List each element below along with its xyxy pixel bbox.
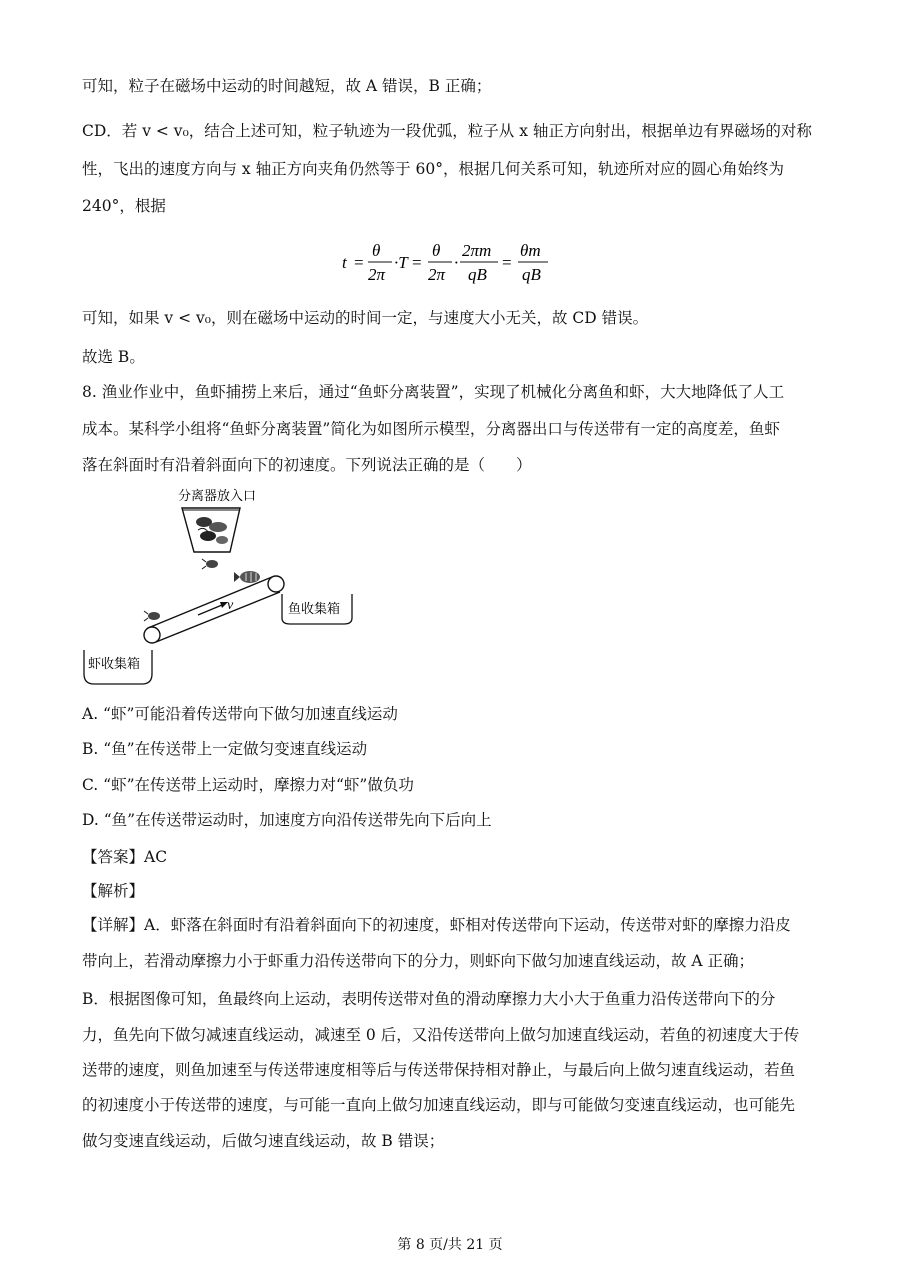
option-b: B. “鱼”在传送带上一定做匀变速直线运动: [82, 740, 368, 758]
explanation-line: 做匀变速直线运动，后做匀速直线运动，故 B 错误；: [82, 1132, 445, 1150]
explanation-line: 力，鱼先向下做匀减速直线运动，减速至 0 后，又沿传送带向上做匀加速直线运动，若鱼的初速度大于传: [82, 1026, 800, 1044]
formula-theta-num: θ: [372, 241, 381, 260]
formula-eq: =: [412, 253, 422, 272]
fish-bin-label: 鱼收集箱: [288, 602, 341, 617]
text-line: CD．若 v < v₀，结合上述可知，粒子轨迹为一段优弧，粒子从 x 轴正方向射出，根据单边有界磁场的对称: [82, 122, 812, 140]
analysis-heading: 【解析】: [82, 882, 145, 900]
text-line: 可知，如果 v < v₀，则在磁场中运动的时间一定，与速度大小无关，故 CD 错误。: [82, 309, 649, 327]
question-line: 8. 渔业作业中，鱼虾捕捞上来后，通过“鱼虾分离装置”，实现了机械化分离鱼和虾，大大地降低了人工: [82, 383, 785, 401]
formula-theta-num: θ: [432, 241, 441, 260]
bottom-roller: [144, 627, 160, 643]
formula-eq: =: [502, 253, 512, 272]
falling-shrimp-icon: [202, 559, 218, 569]
formula-2pi-den: 2π: [428, 265, 446, 284]
inlet-label: 分离器放入口: [178, 489, 257, 504]
option-c: C. “虾”在传送带上运动时，摩擦力对“虾”做负功: [82, 776, 414, 794]
formula-dot: ·: [454, 253, 459, 272]
fish-shrimp-separator-figure: [80, 482, 380, 692]
shrimp-on-belt-icon: [144, 611, 160, 621]
conveyor-belt: [144, 576, 284, 643]
time-formula: [340, 238, 580, 286]
text-line: 性，飞出的速度方向与 x 轴正方向夹角仍然等于 60°，根据几何关系可知，轨迹所对应的圆心角始终为: [82, 160, 784, 178]
velocity-arrow: [198, 602, 228, 615]
explanation-line: 带向上，若滑动摩擦力小于虾重力沿传送带向下的分力，则虾向下做匀加速直线运动，故 A 正确；: [82, 952, 755, 970]
explanation-line: 送带的速度，则鱼加速至与传送带速度相等后与传送带保持相对静止，与最后向上做匀速直线运动，若鱼: [82, 1061, 796, 1079]
text-line: 故选 B。: [82, 348, 145, 366]
formula-2pim-num: 2πm: [462, 241, 492, 260]
text-line: 可知，粒子在磁场中运动的时间越短，故 A 错误，B 正确；: [82, 77, 492, 95]
question-line: 落在斜面时有沿着斜面向下的初速度。下列说法正确的是（ ）: [82, 456, 532, 474]
fish-on-belt-icon: [234, 571, 260, 583]
explanation-line: 【详解】A．虾落在斜面时有沿着斜面向下的初速度，虾相对传送带向下运动，传送带对虾的摩擦力沿皮: [82, 916, 791, 934]
formula-thetam-num: θm: [520, 241, 541, 260]
option-a: A. “虾”可能沿着传送带向下做匀加速直线运动: [82, 705, 398, 723]
option-d: D. “鱼”在传送带运动时，加速度方向沿传送带先向下后向上: [82, 811, 492, 829]
formula-qB-den: qB: [522, 265, 541, 284]
explanation-line: 的初速度小于传送带的速度，与可能一直向上做匀加速直线运动，即与可能做匀变速直线运动，也可能先: [82, 1096, 796, 1114]
page-footer: 第 8 页/共 21 页: [397, 1237, 503, 1253]
shrimp-bin-label: 虾收集箱: [88, 657, 141, 672]
top-roller: [268, 576, 284, 592]
velocity-label: v: [227, 598, 234, 613]
text-line: 240°，根据: [82, 197, 166, 215]
question-line: 成本。某科学小组将“鱼虾分离装置”简化为如图所示模型，分离器出口与传送带有一定的高度差，鱼虾: [82, 420, 780, 438]
formula-2pi-den: 2π: [368, 265, 386, 284]
formula-eq: =: [354, 253, 364, 272]
answer-line: 【答案】AC: [82, 848, 168, 866]
explanation-line: B．根据图像可知，鱼最终向上运动，表明传送带对鱼的滑动摩擦力大小大于鱼重力沿传送带向下的分: [82, 990, 776, 1008]
formula-qB-den: qB: [468, 265, 487, 284]
formula-t: t: [342, 253, 347, 272]
formula-dot-T: ·T: [394, 253, 408, 272]
